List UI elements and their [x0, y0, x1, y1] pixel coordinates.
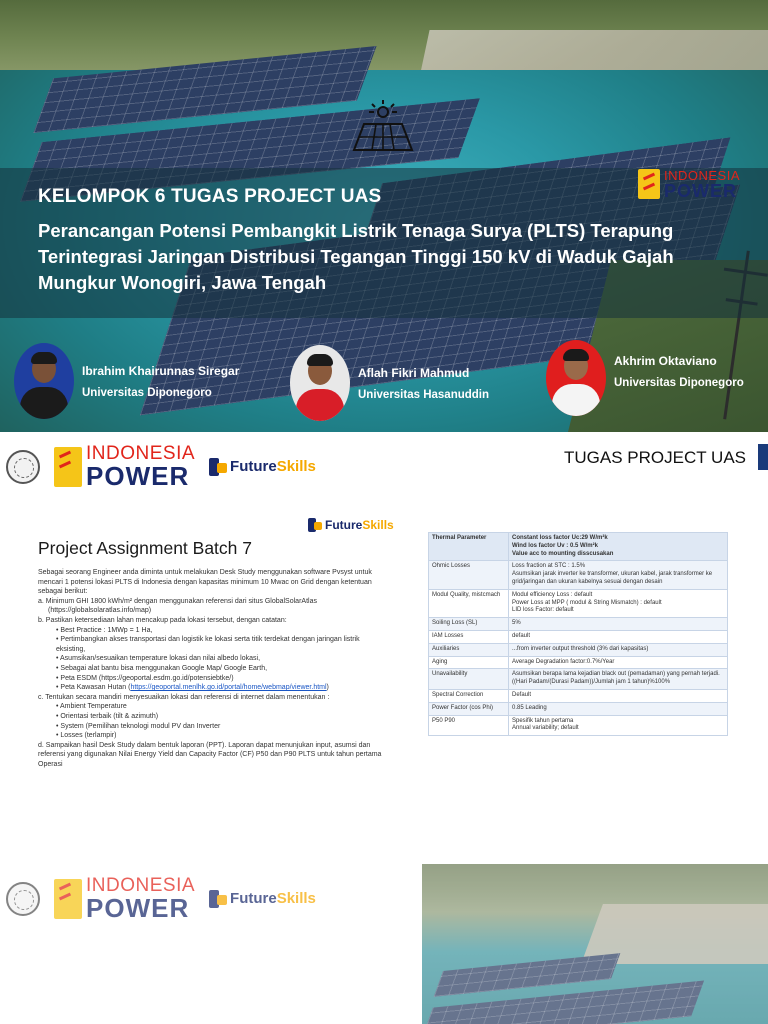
table-row — [429, 715, 728, 736]
table-cell: IAM Losses — [429, 630, 509, 643]
table-cell: 5% — [509, 618, 728, 631]
logo-row — [6, 876, 316, 921]
table-cell: Auxiliaries — [429, 643, 509, 656]
table-row — [429, 618, 728, 631]
member-card — [14, 343, 239, 419]
member-university: Universitas Diponegoro — [82, 386, 212, 399]
project-title: Perancangan Potensi Pembangkit Listrik Tenaga Surya (PLTS) Terapung Terintegrasi Jaringan Distribusi Tegangan Tinggi 150 kV di Waduk Gajah Mungkur Wonogiri, Jawa Tengah — [38, 220, 674, 293]
logo-line1: INDONESIA — [86, 875, 196, 896]
table-row — [429, 533, 728, 561]
doc-list-item: • Losses (terlampir) — [56, 732, 117, 740]
next-slide-preview — [0, 864, 768, 1024]
group-heading: KELOMPOK 6 TUGAS PROJECT UAS — [38, 186, 382, 207]
table-cell: Ohmic Losses — [429, 561, 509, 589]
table-cell: Loss fraction at STC : 1.5% Asumsikan jarak inverter ke transformer, ukuran kabel, jarak transformer ke grid/jaringan dan ukuran kabelnya sesuai dengan desain — [509, 561, 728, 589]
table-cell: Modul efficiency Loss : default Power Loss at MPP ( modul & String Mismatch) : default LID loss Factor: default — [509, 589, 728, 617]
logo-line2: POWER — [86, 893, 190, 923]
table-cell: default — [509, 630, 728, 643]
avatar — [546, 340, 606, 416]
table-cell: Modul Quality, mistcmach — [429, 589, 509, 617]
table-cell: Spectral Correction — [429, 689, 509, 702]
indonesia-power-logo — [54, 876, 195, 921]
future-skills-mark-icon — [308, 518, 322, 532]
logo-part2: Skills — [362, 518, 394, 532]
doc-item-a: a. Minimum GHI 1800 kWh/m² dengan menggunakan referensi dari situs GlobalSolarAtlas — [38, 597, 317, 605]
doc-list-item: • Ambient Temperature — [56, 703, 127, 711]
doc-list-item: • Best Practice : 1MWp = 1 Ha, — [56, 626, 153, 634]
table-row — [429, 669, 728, 690]
floating-solar-array — [434, 953, 621, 997]
table-row — [429, 589, 728, 617]
aerial-solar-photo — [422, 864, 768, 1024]
document-title: Project Assignment Batch 7 — [38, 538, 252, 558]
future-skills-logo — [209, 458, 316, 476]
table-row — [429, 656, 728, 669]
table-cell: ...from inverter output threshold (3% dari kapasitas) — [509, 643, 728, 656]
hero-slide — [0, 0, 768, 432]
member-card — [546, 340, 744, 416]
doc-intro: Sebagai seorang Engineer anda diminta untuk melakukan Desk Study menggunakan software Pvsyst untuk mencari 1 potensi lokasi PLTS di Indonesia dengan kapasitas minimum 10 Mwac on Grid dengan ketentuan sebagai berikut: — [38, 569, 372, 596]
indonesia-power-logo — [54, 444, 195, 489]
future-skills-logo — [308, 518, 394, 532]
doc-list-item: • Pertimbangkan akses transportasi dan logistik ke lokasi serta titik terdekat dengan jaringan listrik eksisting, — [56, 636, 360, 653]
table-cell: Thermal Parameter — [429, 533, 509, 561]
doc-list-item: • Peta ESDM (https://geoportal.esdm.go.id/potensiebtke/) — [56, 674, 234, 682]
logo-line1: INDONESIA — [664, 167, 741, 183]
indonesia-power-mark-icon — [54, 879, 82, 919]
logo-part1: Future — [325, 518, 363, 532]
future-skills-mark-icon — [209, 458, 227, 476]
doc-list-item: • System (Pemilihan teknologi modul PV dan Inverter — [56, 722, 221, 730]
assignment-slide — [0, 432, 768, 864]
member-university: Universitas Diponegoro — [614, 376, 744, 389]
table-cell: Aging — [429, 656, 509, 669]
table-row — [429, 630, 728, 643]
table-cell: Asumsikan berapa lama kejadian black out (pemadaman) yang pernah terjadi. ((Hari Padam/(Durasi Padam))/Jumlah jam 1 tahun)%100% — [509, 669, 728, 690]
logo-line2: POWER — [664, 180, 738, 201]
doc-list-item: • Asumsikan/sesuaikan temperature lokasi dan nilai albedo lokasi, — [56, 655, 261, 663]
document-body — [38, 568, 388, 769]
doc-item-b: b. Pastikan ketersediaan lahan mencakup pada lokasi tersebut, dengan catatan: — [38, 616, 287, 624]
table-cell: Constant loss factor Uc:29 W/m²k Wind los factor Uv : 0.5 W/m²k Value acc to mounting disscusakan — [509, 533, 728, 561]
avatar — [14, 343, 74, 419]
table-cell: P50 P90 — [429, 715, 509, 736]
university-seal-icon — [6, 882, 40, 916]
doc-list-item: • Peta Kawasan Hutan (https://geoportal.menlhk.go.id/portal/home/webmap/viewer.html) — [56, 684, 329, 692]
table-cell: Power Factor (cos Phi) — [429, 702, 509, 715]
solar-panel-icon — [350, 100, 416, 156]
member-name: Ibrahim Khairunnas Siregar — [82, 363, 240, 378]
indonesia-power-mark-icon — [54, 447, 82, 487]
logo-part2: Skills — [276, 458, 316, 475]
table-cell: 0.85 Leading — [509, 702, 728, 715]
logo-row — [6, 444, 316, 489]
member-name: Akhrim Oktaviano — [614, 353, 717, 368]
logo-part1: Future — [230, 458, 277, 475]
doc-list-item: • Orientasi terbaik (tilt & azimuth) — [56, 712, 159, 720]
table-row — [429, 702, 728, 715]
future-skills-logo — [209, 890, 316, 908]
doc-item-d: d. Sampaikan hasil Desk Study dalam bentuk laporan (PPT). Laporan dapat menunjukan input, asumsi dan referensi yang digunakan Nilai Energy Yield dan Capacity Factor (CF) P50 dan P90 PLTS untuk tahun pertama Operasi — [38, 741, 382, 768]
table-cell: Soiling Loss (SL) — [429, 618, 509, 631]
slide-label: TUGAS PROJECT UAS — [564, 448, 746, 467]
member-name: Aflah Fikri Mahmud — [358, 365, 470, 380]
table-row — [429, 689, 728, 702]
accent-bar — [758, 444, 768, 470]
doc-item-a-link: (https://globalsolaratlas.info/map) — [48, 607, 152, 615]
table-row — [429, 643, 728, 656]
logo-line1: INDONESIA — [86, 443, 196, 464]
avatar — [290, 345, 350, 421]
table-cell: Average Degradation factor:0.7%/Year — [509, 656, 728, 669]
member-card — [290, 345, 489, 421]
doc-item-c: c. Tentukan secara mandiri menyesuaikan lokasi dan referensi di internet dalam menentukan : — [38, 693, 330, 701]
table-row — [429, 561, 728, 589]
forest-map-link[interactable]: https://geoportal.menlhk.go.id/portal/home/webmap/viewer.html — [130, 684, 327, 692]
assignment-document — [26, 516, 396, 816]
future-skills-mark-icon — [209, 890, 227, 908]
logo-part1: Future — [230, 890, 277, 907]
doc-list-item: • Sebagai alat bantu bisa menggunakan Google Map/ Google Earth, — [56, 664, 268, 672]
table-cell: Default — [509, 689, 728, 702]
table-cell: Spesifik tahun pertama Annual variability; default — [509, 715, 728, 736]
losses-parameter-table — [428, 532, 728, 736]
logo-line2: POWER — [86, 461, 190, 491]
university-seal-icon — [6, 450, 40, 484]
member-university: Universitas Hasanuddin — [358, 388, 490, 401]
logo-part2: Skills — [276, 890, 316, 907]
table-cell: Unavailability — [429, 669, 509, 690]
